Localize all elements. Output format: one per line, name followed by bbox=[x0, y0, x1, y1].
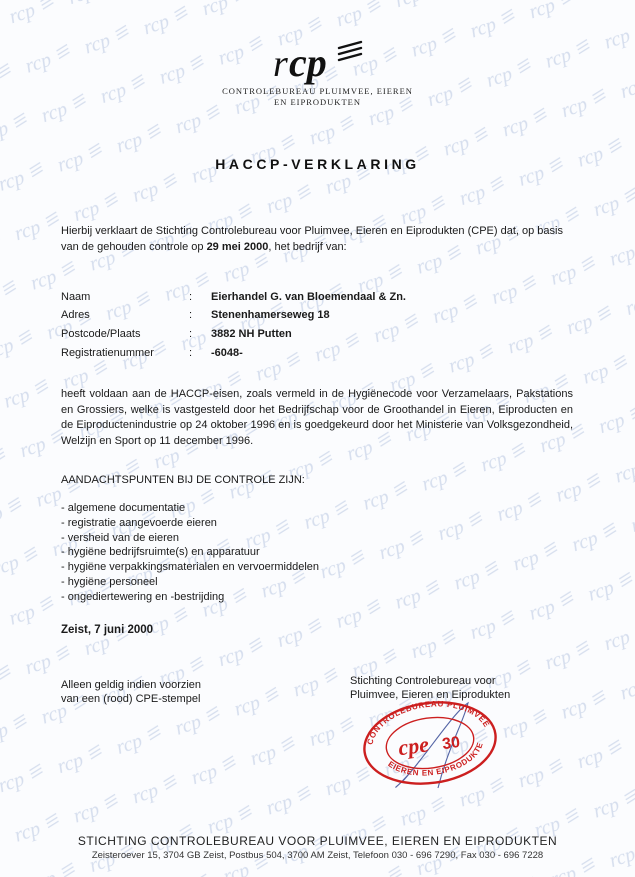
control-date: 29 mei 2000 bbox=[206, 241, 269, 253]
field-row-address bbox=[61, 306, 541, 324]
validity-line-1: Alleen geldig indien voorzien bbox=[61, 679, 202, 691]
attention-list bbox=[61, 501, 319, 605]
field-row-postcode bbox=[61, 325, 541, 343]
attention-heading: AANDACHTSPUNTEN BIJ DE CONTROLE ZIJN: bbox=[61, 474, 305, 486]
field-colon: : bbox=[189, 328, 193, 340]
field-label: Naam bbox=[61, 291, 91, 303]
field-label: Registratienummer bbox=[61, 347, 154, 359]
list-item: - algemene documentatie bbox=[61, 502, 186, 514]
official-stamp bbox=[358, 693, 503, 793]
svg-text:r: r bbox=[272, 43, 288, 85]
field-label: Adres bbox=[61, 309, 90, 321]
footer-address: Zeisteroever 15, 3704 GB Zeist, Postbus 504, 3700 AM Zeist, Telefoon 030 - 696 7290, Fax 030 - 696 7228 bbox=[91, 850, 544, 861]
svg-text:cp: cp bbox=[288, 40, 327, 85]
list-item: - hygiëne verpakkingsmaterialen en vervoermiddelen bbox=[61, 561, 320, 574]
list-item: - registratie aangevoerde eieren bbox=[61, 516, 217, 529]
list-item: - hygiëne personeel bbox=[61, 575, 158, 588]
place-date: Zeist, 7 juni 2000 bbox=[61, 624, 154, 636]
logo-org-line-2: EN EIPRODUKTEN bbox=[274, 97, 361, 107]
page-title: HACCP-VERKLARING bbox=[215, 156, 420, 172]
field-colon: : bbox=[189, 291, 193, 303]
list-item: - ongediertewering en -bestrijding bbox=[61, 590, 225, 603]
intro-paragraph bbox=[61, 223, 573, 255]
footer-organization: STICHTING CONTROLEBUREAU VOOR PLUIMVEE, EIEREN EN EIPRODUKTEN bbox=[77, 834, 558, 848]
field-row-name bbox=[61, 288, 541, 306]
intro-line-2-prefix: van de gehouden controle op bbox=[61, 241, 207, 253]
validity-note bbox=[61, 678, 251, 706]
stamp-number: 30 bbox=[441, 733, 462, 754]
field-colon: : bbox=[189, 347, 193, 359]
field-label: Postcode/Plaats bbox=[61, 328, 141, 340]
issuer-line-2: Pluimvee, Eieren en Eiprodukten bbox=[350, 689, 511, 701]
intro-line-2-suffix: , het bedrijf van: bbox=[268, 241, 347, 253]
field-value: -6048- bbox=[211, 347, 243, 359]
list-item: - versheid van de eieren bbox=[61, 531, 180, 544]
field-colon: : bbox=[189, 309, 193, 321]
logo-org-line-1: CONTROLEBUREAU PLUIMVEE, EIEREN bbox=[222, 86, 413, 96]
intro-line-1: Hierbij verklaart de Stichting Controlebureau voor Pluimvee, Eieren en Eiprodukten (CPE) dat, op basis bbox=[61, 225, 563, 237]
stamp-bottom-text: EIEREN EN EIPRODUKTEN bbox=[386, 741, 485, 778]
cpe-logo bbox=[0, 36, 635, 108]
field-value: Eierhandel G. van Bloemendaal & Zn. bbox=[211, 291, 406, 303]
issuer-line-1: Stichting Controlebureau voor bbox=[350, 675, 496, 687]
compliance-paragraph: heeft voldaan aan de HACCP-eisen, zoals vermeld in de Hygiënecode voor Verzamelaars, Pakstations en Grossiers, welke is vastgesteld door het Bedrijfschap voor de Groothandel in Eieren, Eiproducten en de Eiproductenindustrie op 24 oktober 1996 en is goedgekeurd door het Ministerie van Volksgezondheid, Welzijn en Sport op 11 december 1996. bbox=[61, 388, 573, 447]
stamp-logo-mark: cpe bbox=[396, 731, 431, 761]
list-item: - hygiëne bedrijfsruimte(s) en apparatuur bbox=[61, 546, 260, 559]
validity-line-2: van een (rood) CPE-stempel bbox=[61, 693, 201, 705]
field-value: 3882 NH Putten bbox=[211, 328, 292, 340]
stamp-top-text: CONTROLEBUREAU PLUIMVEE bbox=[365, 699, 492, 746]
cpe-logo-icon bbox=[263, 36, 373, 86]
field-value: Stenenhamerseweg 18 bbox=[211, 309, 330, 321]
field-row-registration bbox=[61, 344, 541, 362]
